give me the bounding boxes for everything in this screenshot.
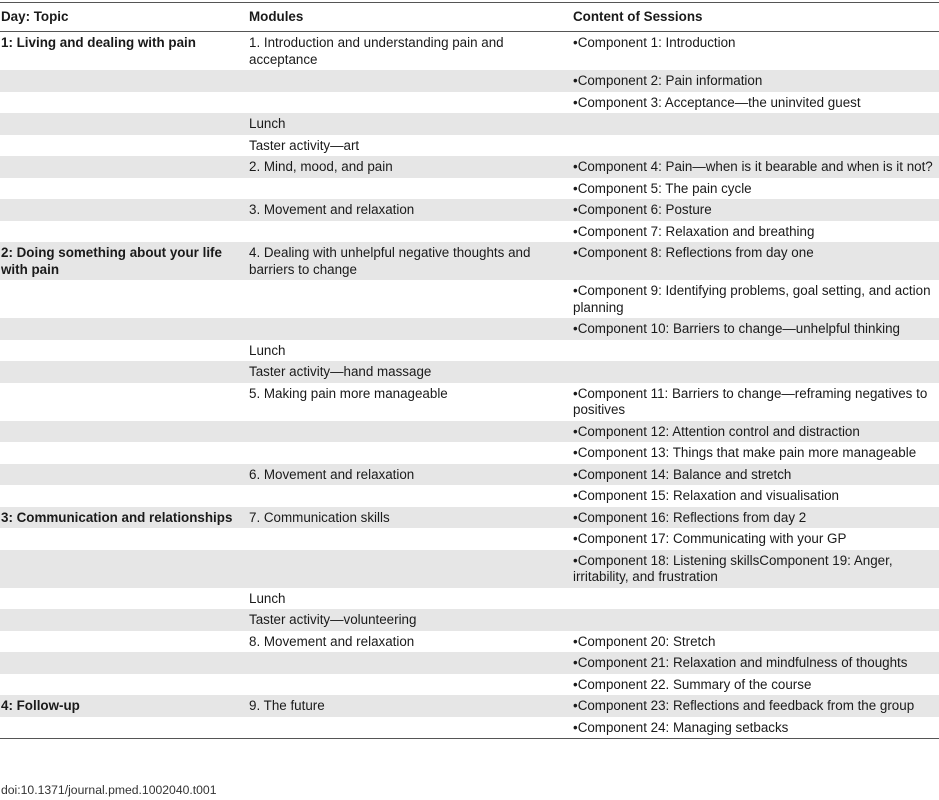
module-cell: 3. Movement and relaxation <box>247 199 571 221</box>
session-content-cell: •Component 13: Things that make pain more manageable <box>573 445 917 460</box>
table-body <box>0 32 939 739</box>
module-cell <box>247 442 571 464</box>
table-row <box>0 485 939 507</box>
session-content-cell <box>571 340 939 362</box>
session-content-cell: •Component 3: Acceptance—the uninvited guest <box>573 94 861 110</box>
day-topic-cell <box>0 70 247 92</box>
day-topic-cell <box>0 652 247 674</box>
table-row <box>0 609 939 631</box>
day-topic-cell <box>0 674 247 696</box>
session-content-cell <box>571 113 939 135</box>
day-topic-cell <box>0 318 247 340</box>
session-content-cell: •Component 6: Posture <box>571 199 939 221</box>
module-cell: 8. Movement and relaxation <box>249 633 415 649</box>
module-cell: Taster activity—hand massage <box>247 361 571 383</box>
table-row <box>0 528 939 550</box>
session-content-cell: •Component 14: Balance and stretch <box>571 464 939 486</box>
session-content-cell: •Component 24: Managing setbacks <box>571 717 939 739</box>
day-topic-cell <box>0 361 247 383</box>
day-topic-cell: 2: Doing something about your life with pain <box>0 242 247 280</box>
table-row <box>0 442 939 464</box>
table-row <box>0 340 939 362</box>
module-cell: 2. Mind, mood, and pain <box>247 156 571 178</box>
table-row <box>0 178 939 200</box>
session-content-cell: •Component 18: Listening skillsComponent 19: Anger, irritability, and frustration <box>571 550 939 588</box>
day-topic-cell <box>0 485 247 507</box>
day-topic-cell <box>0 135 247 157</box>
table-row <box>0 32 939 71</box>
day-topic-cell <box>0 199 247 221</box>
module-cell: 5. Making pain more manageable <box>249 385 448 401</box>
session-content-cell: •Component 8: Reflections from day one <box>571 242 939 280</box>
session-content-cell: •Component 16: Reflections from day 2 <box>571 507 939 529</box>
module-cell <box>247 485 571 507</box>
table-header <box>0 3 939 32</box>
session-content-cell <box>571 588 939 610</box>
session-content-cell: •Component 11: Barriers to change—reframing negatives to positives <box>573 385 928 417</box>
header-modules: Modules <box>247 3 571 32</box>
module-cell <box>247 550 571 588</box>
module-cell <box>247 318 571 340</box>
table-row <box>0 588 939 610</box>
table-row <box>0 695 939 717</box>
day-topic-cell <box>0 92 247 114</box>
table-row <box>0 550 939 588</box>
table-row <box>0 464 939 486</box>
day-topic-cell <box>0 631 247 653</box>
table-row <box>0 135 939 157</box>
table-row <box>0 70 939 92</box>
day-topic-cell <box>0 609 247 631</box>
table-row <box>0 507 939 529</box>
table-row <box>0 421 939 443</box>
session-content-cell: •Component 12: Attention control and distraction <box>571 421 939 443</box>
sessions-table <box>0 2 939 739</box>
day-topic-cell <box>0 588 247 610</box>
session-content-cell: •Component 10: Barriers to change—unhelpful thinking <box>571 318 939 340</box>
session-content-cell: •Component 17: Communicating with your GP <box>573 531 847 546</box>
day-topic-cell: 1: Living and dealing with pain <box>1 35 196 50</box>
table-row <box>0 717 939 739</box>
session-content-cell: •Component 15: Relaxation and visualisation <box>573 488 839 503</box>
module-cell <box>247 652 571 674</box>
module-cell: Lunch <box>249 342 286 358</box>
day-topic-cell: 3: Communication and relationships <box>0 507 247 529</box>
table-doi-caption: doi:10.1371/journal.pmed.1002040.t001 <box>1 783 217 797</box>
table-row <box>0 631 939 653</box>
module-cell: Lunch <box>247 113 571 135</box>
module-cell <box>247 528 571 550</box>
session-content-cell: •Component 9: Identifying problems, goal setting, and action planning <box>573 283 931 315</box>
day-topic-cell <box>0 464 247 486</box>
module-cell: Taster activity—art <box>249 137 360 153</box>
day-topic-cell <box>0 421 247 443</box>
day-topic-cell: 4: Follow-up <box>0 695 247 717</box>
session-content-cell: •Component 1: Introduction <box>573 35 736 50</box>
module-cell: 9. The future <box>247 695 571 717</box>
day-topic-cell <box>0 178 247 200</box>
module-cell: 1. Introduction and understanding pain and acceptance <box>249 35 504 67</box>
session-content-cell <box>571 361 939 383</box>
session-content-cell: •Component 2: Pain information <box>571 70 939 92</box>
table-row <box>0 280 939 318</box>
day-topic-cell <box>0 156 247 178</box>
module-cell: 7. Communication skills <box>247 507 571 529</box>
day-topic-cell <box>0 717 247 739</box>
module-cell <box>247 92 571 114</box>
session-content-cell: •Component 20: Stretch <box>573 633 716 649</box>
table-row <box>0 113 939 135</box>
module-cell <box>247 674 571 696</box>
session-content-cell <box>571 135 939 157</box>
table-row <box>0 156 939 178</box>
table-row <box>0 199 939 221</box>
session-content-cell: •Component 7: Relaxation and breathing <box>573 223 815 239</box>
module-cell <box>247 280 571 318</box>
module-cell <box>247 178 571 200</box>
table-row <box>0 652 939 674</box>
session-content-cell: •Component 21: Relaxation and mindfulness of thoughts <box>571 652 939 674</box>
module-cell: 6. Movement and relaxation <box>247 464 571 486</box>
table-row <box>0 361 939 383</box>
module-cell <box>247 717 571 739</box>
module-cell <box>247 421 571 443</box>
module-cell <box>247 70 571 92</box>
table-row <box>0 242 939 280</box>
day-topic-cell <box>0 442 247 464</box>
session-content-cell: •Component 22. Summary of the course <box>573 676 812 692</box>
session-content-cell: •Component 5: The pain cycle <box>573 180 752 196</box>
table-row <box>0 92 939 114</box>
day-topic-cell <box>0 113 247 135</box>
day-topic-cell <box>0 528 247 550</box>
day-topic-cell <box>0 280 247 318</box>
module-cell <box>247 221 571 243</box>
session-content-cell: •Component 23: Reflections and feedback from the group <box>571 695 939 717</box>
module-cell: Lunch <box>249 590 286 606</box>
day-topic-cell <box>0 221 247 243</box>
table-row <box>0 318 939 340</box>
header-day-topic: Day: Topic <box>0 3 247 32</box>
header-content: Content of Sessions <box>571 3 939 32</box>
table-row <box>0 383 939 421</box>
session-content-cell: •Component 4: Pain—when is it bearable and when is it not? <box>571 156 939 178</box>
table-row <box>0 674 939 696</box>
table-row <box>0 221 939 243</box>
session-content-cell <box>571 609 939 631</box>
module-cell: Taster activity—volunteering <box>247 609 571 631</box>
day-topic-cell <box>0 383 247 421</box>
day-topic-cell <box>0 550 247 588</box>
day-topic-cell <box>0 340 247 362</box>
module-cell: 4. Dealing with unhelpful negative thoughts and barriers to change <box>247 242 571 280</box>
